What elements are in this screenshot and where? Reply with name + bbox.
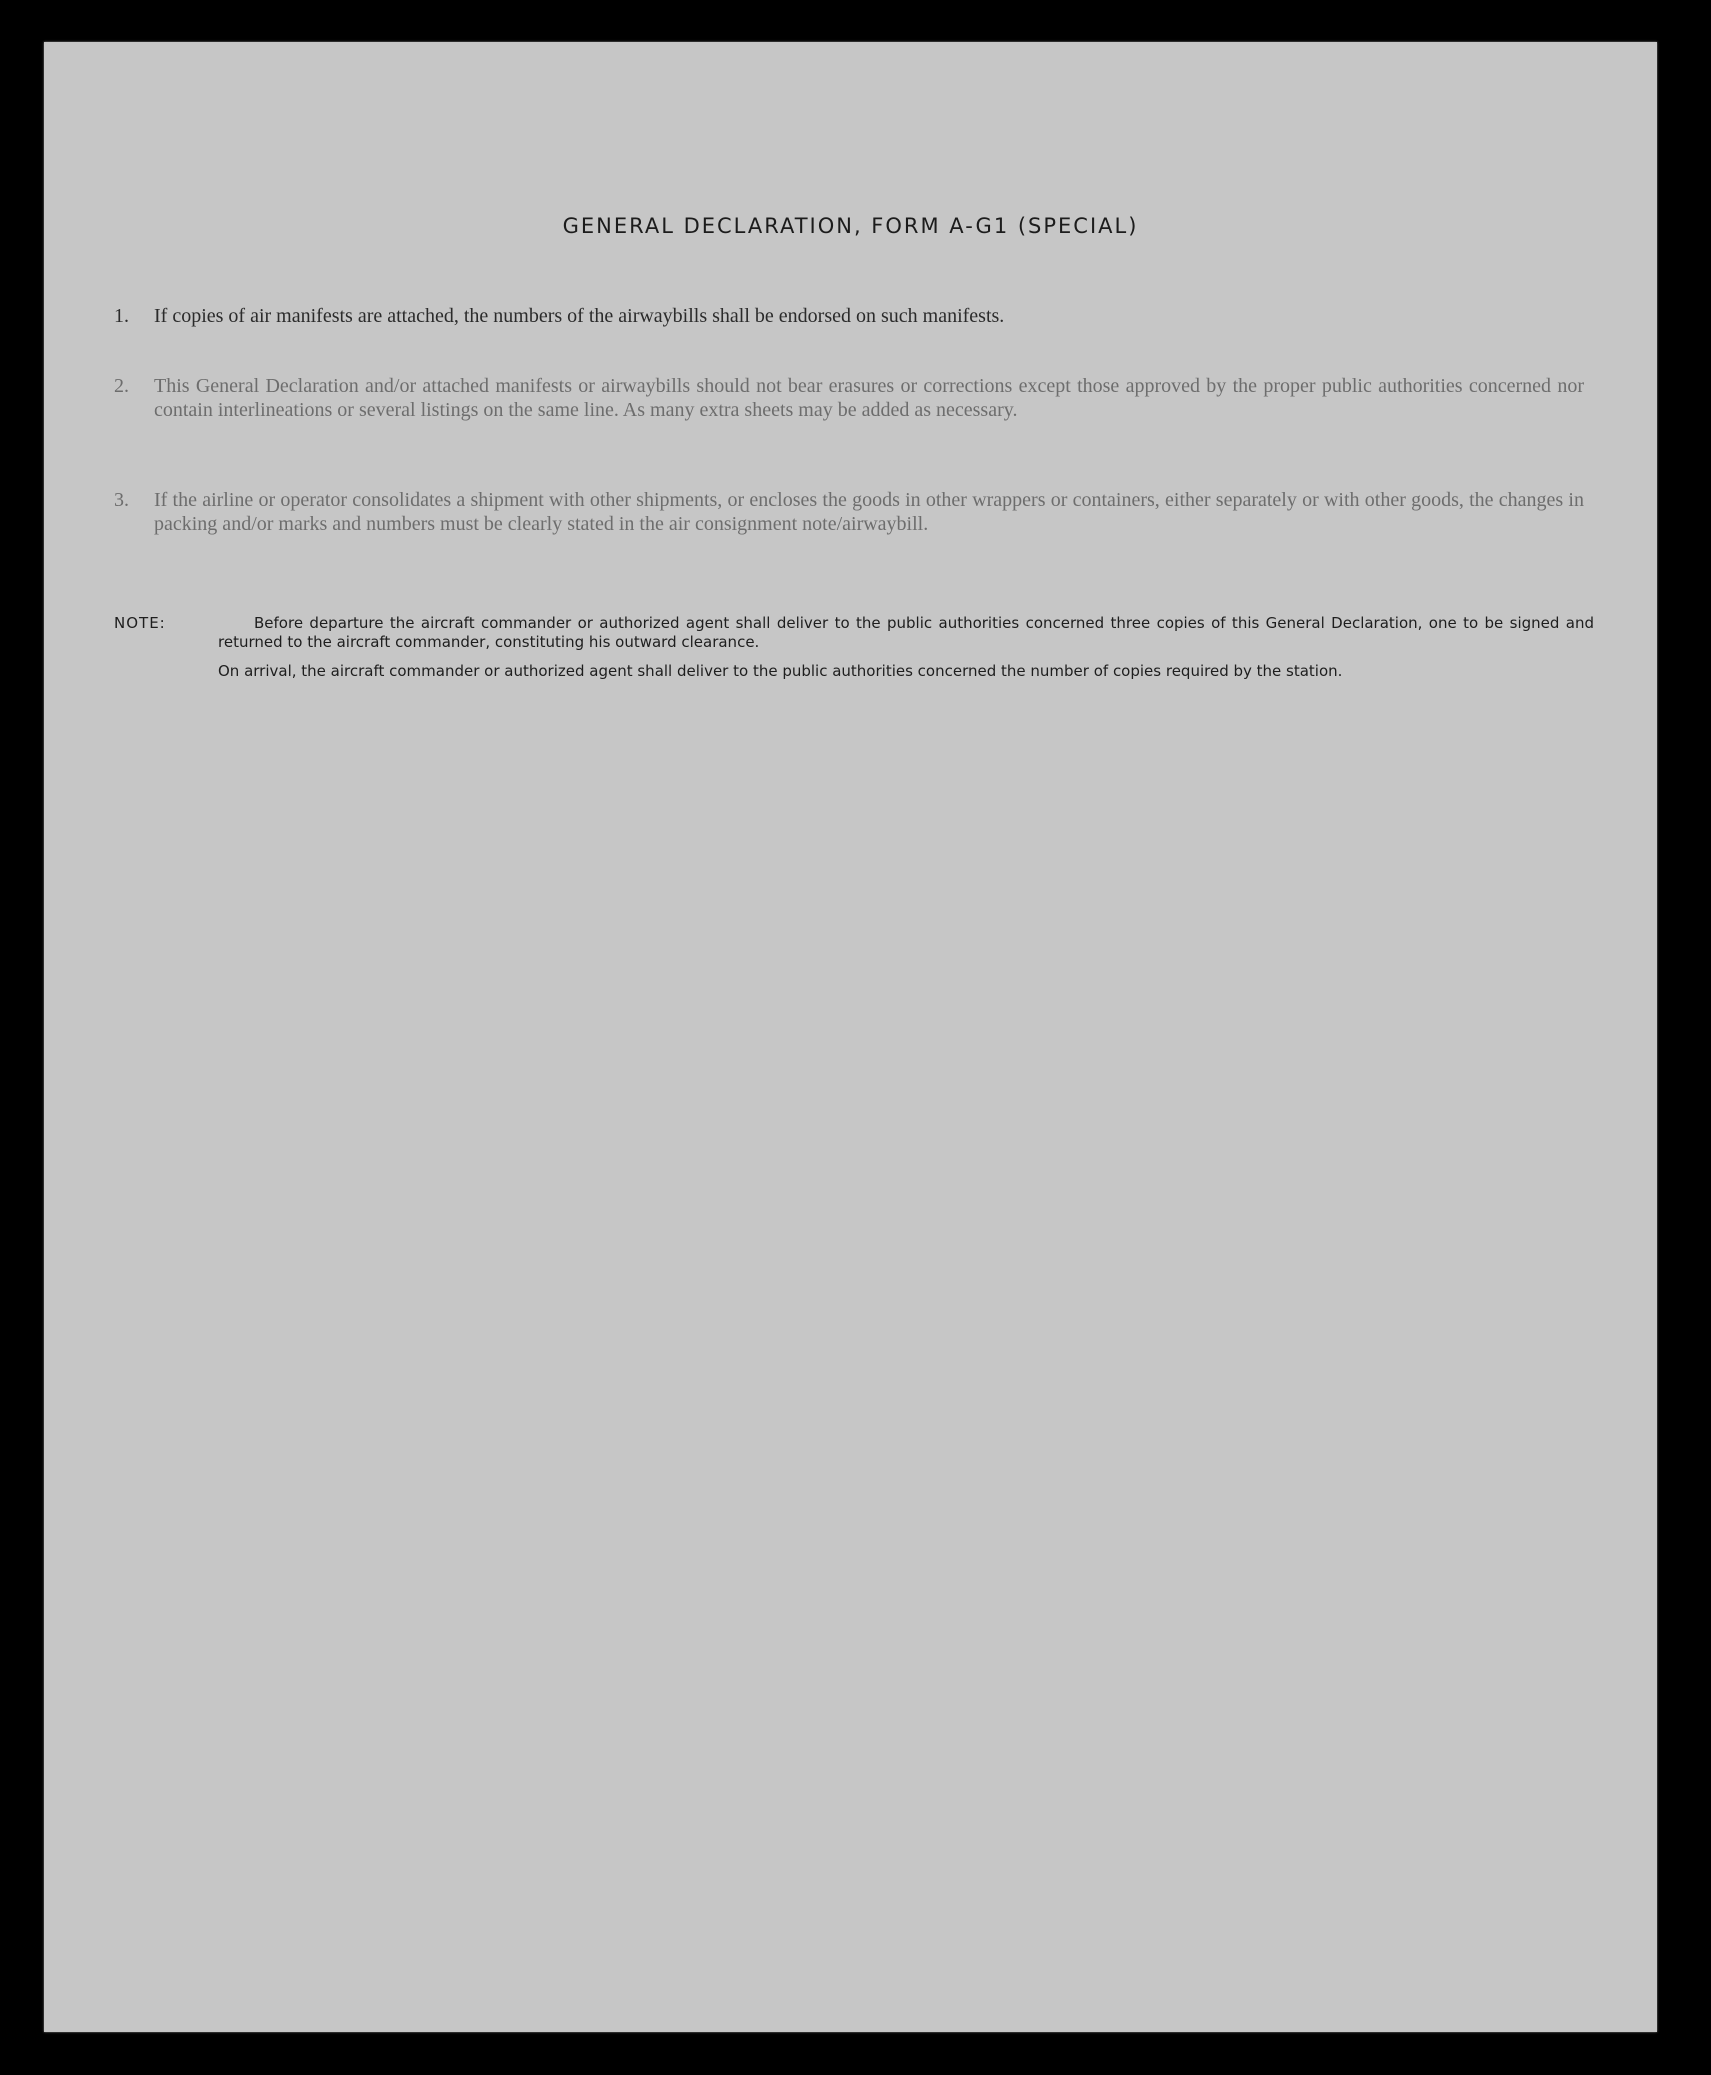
item-text: This General Declaration and/or attached manifests or airwaybills should not bear erasures or corrections except those approved by the proper public authorities concerned nor contain interlineations or several listings on the same line. As many extra sheets may be added as necessary.	[154, 375, 1584, 421]
note-section	[114, 614, 1594, 681]
document-page	[44, 42, 1657, 2032]
note-paragraph-departure: Before departure the aircraft commander or authorized agent shall deliver to the public authorities concerned three copies of this General Declaration, one to be signed and returned to the aircraft commander, constituting his outward clearance.	[218, 614, 1594, 651]
document-title: GENERAL DECLARATION, FORM A-G1 (SPECIAL)	[562, 214, 1139, 238]
note-paragraph-arrival: On arrival, the aircraft commander or authorized agent shall deliver to the public authorities concerned the number of copies required by the station.	[218, 662, 1343, 680]
note-label: NOTE:	[114, 614, 166, 632]
item-number: 2.	[114, 375, 129, 397]
instruction-item-2	[114, 374, 1584, 422]
instruction-item-1	[114, 304, 1584, 328]
item-text: If the airline or operator consolidates a shipment with other shipments, or encloses the goods in other wrappers or containers, either separately or with other goods, the changes in packing and/or marks and numbers must be clearly stated in the air consignment note/airwaybill.	[154, 489, 1584, 535]
instruction-item-3	[114, 488, 1584, 536]
item-number: 3.	[114, 489, 129, 511]
item-number: 1.	[114, 305, 129, 327]
item-text: If copies of air manifests are attached, the numbers of the airwaybills shall be endorsed on such manifests.	[154, 305, 1005, 327]
